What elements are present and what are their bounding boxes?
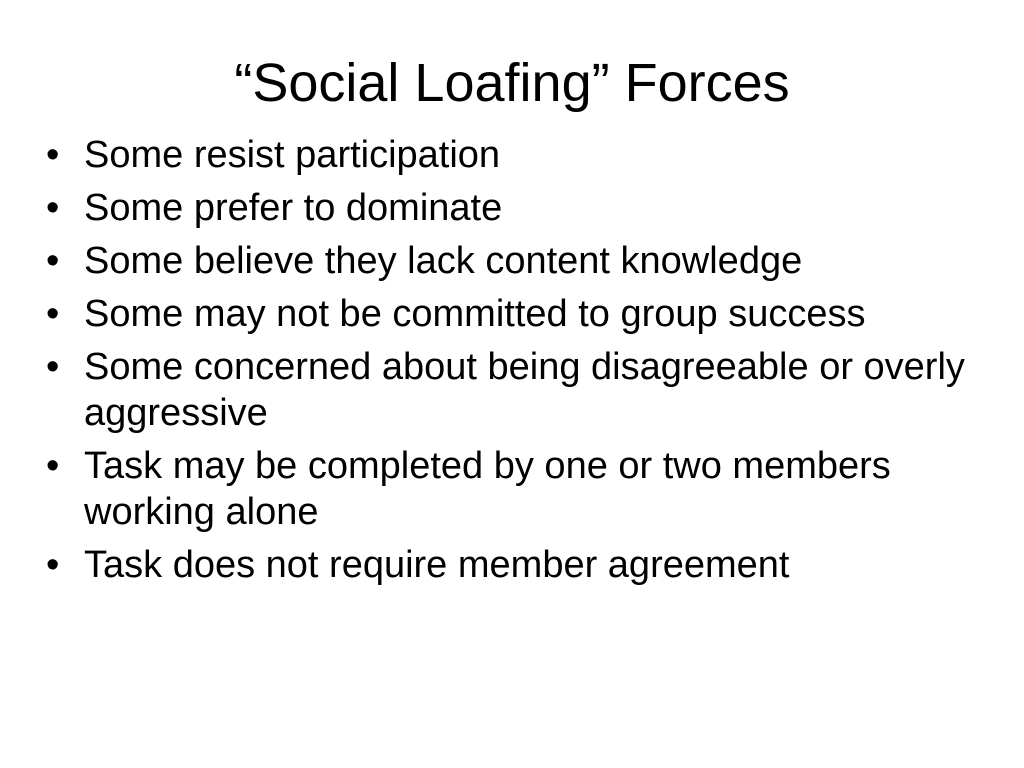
bullet-item: [46, 238, 986, 284]
bullet-item: [46, 443, 986, 535]
bullet-point-icon: •: [46, 544, 60, 586]
bullet-item: [46, 291, 986, 337]
bullet-point-icon: •: [46, 134, 60, 176]
bullet-point-icon: •: [46, 346, 60, 388]
bullet-item: [46, 132, 986, 178]
bullet-text: Task may be completed by one or two members working alone: [84, 445, 891, 533]
bullet-text: Some prefer to dominate: [84, 187, 503, 229]
bullet-text: Task does not require member agreement: [84, 544, 790, 586]
bullet-point-icon: •: [46, 293, 60, 335]
bullet-text: Some believe they lack content knowledge: [84, 240, 803, 282]
bullet-item: [46, 542, 986, 588]
bullet-item: [46, 344, 986, 436]
bullet-point-icon: •: [46, 445, 60, 487]
bullet-text: Some concerned about being disagreeable or overly aggressive: [84, 346, 965, 434]
bullet-point-icon: •: [46, 240, 60, 282]
bullet-point-icon: •: [46, 187, 60, 229]
slide-title: “Social Loafing” Forces: [234, 53, 790, 113]
bullet-text: Some may not be committed to group success: [84, 293, 866, 335]
bullet-text: Some resist participation: [84, 134, 501, 176]
bullet-list: [46, 132, 986, 595]
bullet-item: [46, 185, 986, 231]
